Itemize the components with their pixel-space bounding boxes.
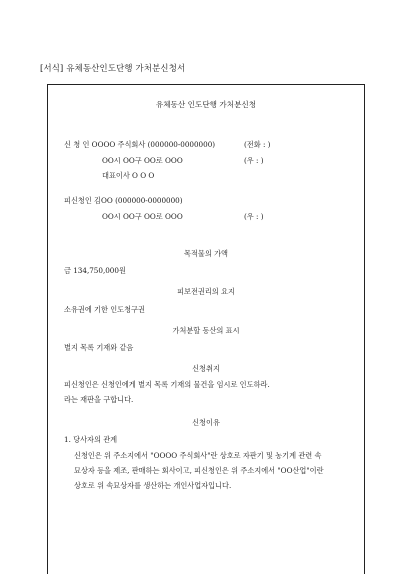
form-caption: [서식] 유체동산인도단행 가처분신청서 bbox=[40, 63, 186, 73]
applicant-address: OO시 OO구 OO로 OOO bbox=[102, 156, 183, 165]
reason-line-1: 신청인은 위 주소지에서 "OOOO 주식회사"란 상호로 자판기 및 농기계 관련 속 bbox=[74, 451, 322, 460]
purpose-line-2: 라는 재판을 구합니다. bbox=[64, 395, 134, 404]
right-heading: 피보전권리의 요지 bbox=[177, 287, 235, 296]
respondent-address: OO시 OO구 OO로 OOO bbox=[102, 212, 183, 221]
reason-item-1: 1. 당사자의 관계 bbox=[64, 435, 118, 444]
property-text: 별지 목록 기재와 같음 bbox=[64, 343, 134, 352]
object-value-heading: 목적물의 가액 bbox=[184, 249, 228, 258]
applicant-zip: (우 : ) bbox=[244, 156, 264, 165]
applicant-representative: 대표이사 O O O bbox=[102, 171, 155, 180]
document-frame bbox=[47, 84, 365, 574]
applicant-phone: (전화 : ) bbox=[244, 140, 271, 149]
respondent-line: 피신청인 김OO (000000-0000000) bbox=[64, 196, 183, 205]
purpose-heading: 신청취지 bbox=[192, 364, 220, 373]
respondent-zip: (우 : ) bbox=[244, 212, 264, 221]
purpose-line-1: 피신청인은 신청인에게 별지 목록 기재의 물건을 임시로 인도하라. bbox=[64, 380, 270, 389]
property-heading: 가처분할 동산의 표시 bbox=[172, 326, 240, 335]
right-text: 소유권에 기한 인도청구권 bbox=[64, 305, 145, 314]
reason-line-2: 묘상자 등을 제조, 판매하는 회사이고, 피신청인은 위 주소지에서 "OO산업"이란 bbox=[74, 466, 324, 475]
document-title: 유체동산 인도단행 가처분신청 bbox=[155, 100, 257, 109]
reason-line-3: 상호로 위 속묘상자를 생산하는 개인사업자입니다. bbox=[74, 481, 232, 490]
object-value: 금 134,750,000원 bbox=[64, 266, 126, 275]
reason-heading: 신청이유 bbox=[192, 418, 220, 427]
applicant-line: 신 청 인 OOOO 주식회사 (000000-0000000) bbox=[64, 140, 216, 149]
